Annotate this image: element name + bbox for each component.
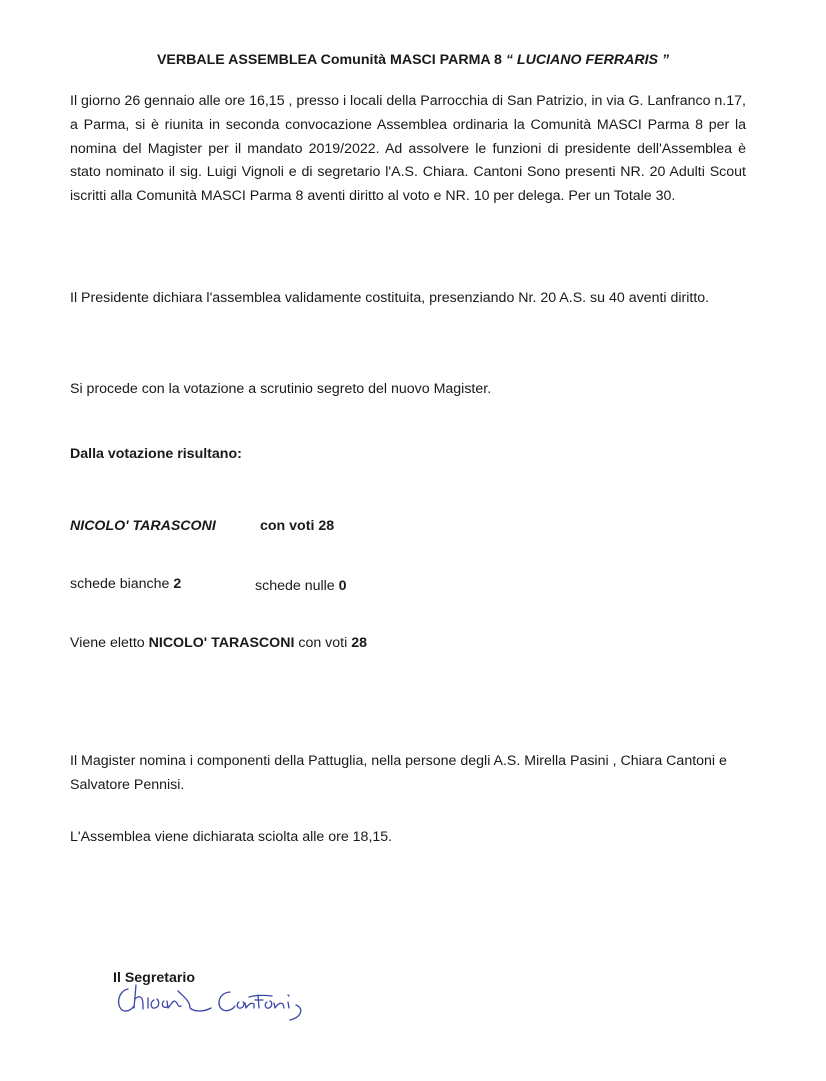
intro-paragraph: Il giorno 26 gennaio alle ore 16,15 , presso i locali della Parrocchia di San Patrizio, in via G. Lanfranco n.17, a Parma, si è riunita in seconda convocazione Assemblea ordinaria la Comunità MASCI Parma 8 per la nomina del Magister per il mandato 2019/2022. Ad assolvere le funzioni di presidente dell'Assemblea è stato nominato il sig. Luigi Vignoli e di segretario l'A.S. Chiara. Cantoni Sono presenti NR. 20 Adulti Scout iscritti alla Comunità MASCI Parma 8 aventi diritto al voto e NR. 10 per delega. Per un Totale 30. [70,93,746,205]
document-title [0,52,826,68]
patrol-paragraph: Il Magister nomina i componenti della Pattuglia, nella persone degli A.S. Mirella Pasini , Chiara Cantoni e Salvatore Pennisi. [70,753,727,793]
dissolved-paragraph: L'Assemblea viene dichiarata sciolta alle ore 18,15. [70,829,393,845]
null-ballots: schede nulle 0 [255,578,347,594]
title-name: “ LUCIANO FERRARIS ” [505,52,670,68]
vote-paragraph: Si procede con la votazione a scrutinio segreto del nuovo Magister. [70,381,492,397]
candidate-votes: con voti 28 [260,518,335,534]
candidate-name: NICOLO' TARASCONI [70,518,216,534]
quorum-paragraph: Il Presidente dichiara l'assemblea validamente costituita, presenziando Nr. 20 A.S. su 40 aventi diritto. [70,290,710,306]
blank-ballots: schede bianche 2 [70,576,182,592]
signature-role: Il Segretario [113,970,196,986]
results-heading: Dalla votazione risultano: [70,446,242,462]
title-prefix: VERBALE ASSEMBLEA Comunità MASCI PARMA 8 [156,52,506,68]
elected-line: Viene eletto NICOLO' TARASCONI con voti 28 [70,635,367,651]
handwritten-signature [112,975,312,1025]
